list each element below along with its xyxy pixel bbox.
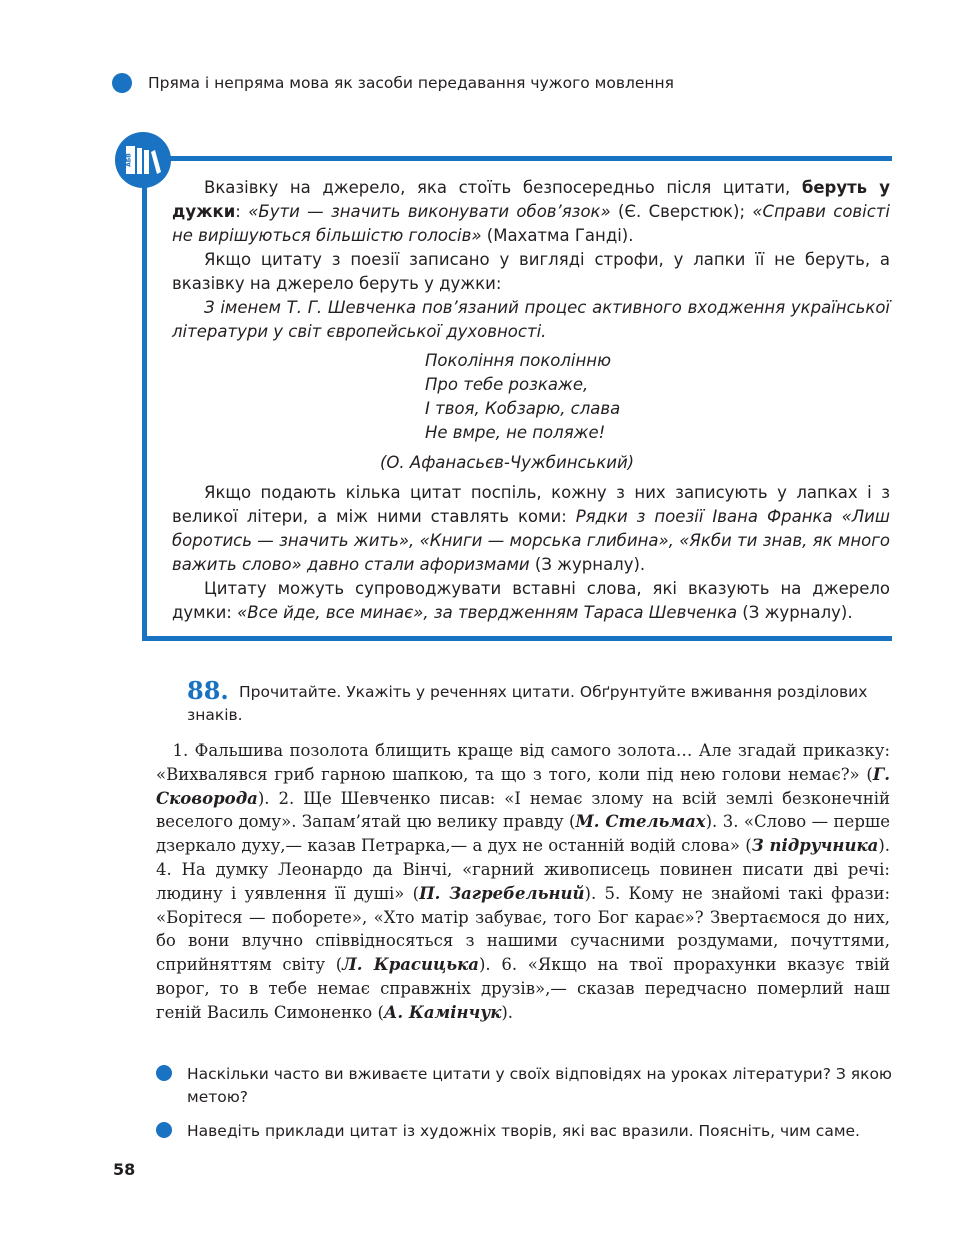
poem-author: (О. Афанасьєв-Чужбинський) bbox=[380, 453, 635, 472]
exercise-task: Прочитайте. Укажіть у реченнях цитати. Обґрунтуйте вживання розділових знаків. bbox=[187, 683, 868, 724]
page-number: 58 bbox=[113, 1160, 136, 1179]
bullet-dot-icon bbox=[112, 73, 132, 93]
author: П. Загребельний bbox=[419, 883, 585, 903]
author: Л. Красицька bbox=[342, 955, 479, 975]
exercise-text: 1. Фальшива позолота блищить краще від самого золота… Але згадай приказку: «Вихвалявся гриб гарною шапкою, та що з того, коли під нею голови немає?» (Г. Сковорода). 2. Ще Шевченко писав: «І немає злому на всій землі безконечній веселого дому». Запам’ятай цю велику правду (М. Стельмах). 3. «Слово — перше дзеркало духу,— казав Петрарка,— а дух не останній водій слова» (З підручника). 4. На думку Леонардо да Вінчі, «гарний живописець повинен писати дві речі: людину і уявлення її душі» (П. Загребельний). 5. Кому не знайомі такі фрази: «Борітеся — поборете», «Хто матір забуває, того Бог карає»? Звертаємося до них, бо вони влучно співвідносяться з нашими сучасними роздумами, почуттями, сприйняттям світу (Л. Красицька). 6. «Якщо на твої прорахунки вказує твій ворог, то в тебе немає справжніх друзів»,— сказав передчасно померлий наш геній Василь Симоненко (А. Камінчук). bbox=[156, 741, 891, 1022]
poem-quote bbox=[425, 349, 620, 445]
author: З підручника bbox=[751, 836, 879, 856]
rule-text-top bbox=[172, 176, 890, 344]
poem-line: Покоління поколінню bbox=[425, 351, 611, 370]
author: М. Стельмах bbox=[575, 812, 706, 832]
poem-line: Про тебе розкаже, bbox=[425, 375, 589, 394]
poem-line: І твоя, Кобзарю, слава bbox=[425, 399, 621, 418]
bullet-dot-icon bbox=[156, 1122, 172, 1138]
section-title: Пряма і непряма мова як засоби передавання чужого мовлення bbox=[148, 74, 675, 92]
exercise-number: 88. bbox=[187, 676, 229, 705]
abc-letters: АБВ bbox=[125, 153, 133, 167]
question-2: Наведіть приклади цитат із художніх творів, які вас вразили. Поясніть, чим саме. bbox=[156, 1120, 892, 1143]
question-1: Наскільки часто ви вживаєте цитати у своїх відповідях на уроках літератури? З якою метою? bbox=[156, 1063, 892, 1109]
rule-paragraph-3: Якщо подають кілька цитат поспіль, кожну з них записують у лапках і з великої літери, а між ними ставлять коми: Рядки з поезії Івана Франка «Лиш боротись — значить жить», «Книги — морська глибина», «Якби ти знав, як много важить слово» давно стали афоризмами (З журналу). bbox=[172, 483, 890, 574]
rule-paragraph-2: Якщо цитату з поезії записано у вигляді строфи, у лапки її не беруть, а вказівку на джерело беруть у дужки: bbox=[172, 250, 890, 293]
books-icon bbox=[115, 132, 171, 188]
bullet-dot-icon bbox=[156, 1065, 172, 1081]
rule-example: З іменем Т. Г. Шевченка пов’язаний процес активного входження української літератури у світ європейської духовності. bbox=[172, 298, 890, 341]
page-header bbox=[112, 70, 912, 96]
author: А. Камінчук bbox=[383, 1002, 502, 1022]
rule-text-bottom bbox=[172, 481, 890, 625]
rule-paragraph-1: Вказівку на джерело, яка стоїть безпосередньо після цитати, беруть у дужки: «Бути — значить виконувати обов’язок» (Є. Сверстюк); «Справи совісті не вирішуються більшістю голосів» (Махатма Ганді). bbox=[172, 178, 890, 245]
rule-paragraph-4: Цитату можуть супроводжувати вставні слова, які вказують на джерело думки: «Все йде, все минає», за твердженням Тараса Шевченка (З журналу). bbox=[172, 579, 890, 622]
poem-line: Не вмре, не поляже! bbox=[425, 423, 606, 442]
author: Г. Сковорода bbox=[156, 764, 890, 808]
